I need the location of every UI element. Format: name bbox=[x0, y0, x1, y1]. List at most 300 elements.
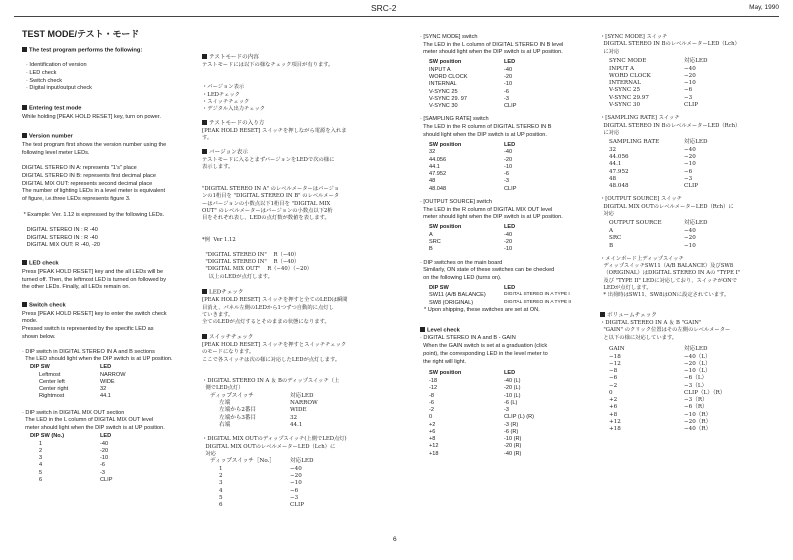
cell: −3 bbox=[684, 94, 693, 101]
section-heading: スイッチチェック bbox=[202, 334, 380, 342]
cell: V-SYNC 25 bbox=[609, 87, 641, 94]
jp-dip-table-2 bbox=[210, 458, 313, 509]
cell: -10 (R) bbox=[504, 436, 522, 443]
section-text: ・[SYNC MODE] スイッチ DIGITAL STEREO IN BのレベルメーターLED（Lch） に対応 bbox=[600, 34, 740, 55]
col-header: LED bbox=[504, 224, 516, 231]
cell: -10 bbox=[100, 455, 109, 462]
cell: B bbox=[609, 242, 614, 249]
cell: 44.1 bbox=[609, 161, 622, 168]
cell: -20 bbox=[504, 74, 513, 81]
cell: +6 bbox=[609, 404, 618, 411]
table-row bbox=[609, 404, 725, 411]
cell: WORD CLOCK bbox=[609, 72, 651, 79]
cell: 0 bbox=[609, 389, 613, 396]
sampling-rate-section bbox=[420, 116, 600, 192]
table-row bbox=[30, 462, 112, 469]
cell: 44.1 bbox=[290, 422, 303, 429]
col-header: 対応LED bbox=[290, 392, 314, 399]
cell: INPUT A bbox=[609, 65, 635, 72]
cell: -3 bbox=[504, 407, 509, 414]
cell: −10 bbox=[684, 80, 696, 87]
table-row bbox=[429, 186, 516, 193]
feature-list bbox=[22, 62, 194, 93]
table-row bbox=[429, 393, 534, 400]
cell: +12 bbox=[429, 443, 439, 450]
cell: −3（R） bbox=[684, 397, 708, 404]
cell: 左端から3番目 bbox=[219, 414, 257, 421]
cell: -40 bbox=[100, 440, 109, 447]
cell: −6（L） bbox=[684, 375, 708, 382]
jp-section-entering bbox=[202, 120, 380, 143]
col-header: DIP SW bbox=[30, 363, 50, 370]
section-text: While holding [PEAK HOLD RESET] key, turn on power. bbox=[22, 113, 161, 120]
jp-output-source-table bbox=[609, 220, 707, 250]
cell: CLIP (L) (R) bbox=[504, 414, 535, 421]
table-row bbox=[210, 488, 313, 495]
table-row bbox=[429, 81, 516, 88]
cell: −20 bbox=[684, 235, 696, 242]
section-heading: ボリュームチェック bbox=[600, 312, 780, 320]
jp-level-check-table bbox=[609, 346, 725, 434]
cell: INPUT A bbox=[429, 66, 451, 73]
table-row bbox=[429, 171, 516, 178]
table-row bbox=[609, 147, 707, 154]
table-row bbox=[429, 232, 515, 239]
col-header: OUTPUT SOURCE bbox=[609, 220, 662, 227]
table-row bbox=[429, 246, 515, 253]
col-header: DIP SW (No.) bbox=[30, 432, 65, 439]
cell: -20 (L) bbox=[504, 385, 521, 392]
table-row bbox=[429, 67, 516, 74]
section-text: · DIP switches on the main board Similarly, ON state of these switches can be checked on the following LED (turns on). bbox=[420, 259, 555, 282]
column-english-right bbox=[420, 34, 600, 464]
col-header: 対応LED bbox=[290, 458, 314, 465]
cell: -6 bbox=[504, 171, 509, 178]
cell: 48.048 bbox=[609, 183, 629, 190]
cell: 左端 bbox=[219, 400, 231, 407]
cell: -40 bbox=[504, 231, 513, 238]
jp-section-version bbox=[202, 149, 380, 281]
cell: -3 bbox=[504, 178, 509, 185]
cell: 44.1 bbox=[429, 163, 440, 170]
cell: CLIP（L）（R） bbox=[684, 389, 726, 396]
table-row bbox=[30, 379, 125, 386]
list-item: · Identification of version bbox=[26, 62, 87, 69]
section-heading: Switch check bbox=[22, 302, 194, 311]
cell: 32 bbox=[290, 414, 298, 421]
output-source-section bbox=[420, 199, 600, 254]
section-text: ・メインボード上ディップスイッチ ディップスイッチSW11（A/B BALANCE）及びSW8 （ORIGINAL）はDIGITAL STEREO IN Aの "TYPE I" 及び "TYPE II" LEDに対応しており、スイッチがONで LEDが点灯します。 * 出荷時はSW11、SW8はONに設定されています。 bbox=[600, 255, 741, 299]
cell: -6 (L) bbox=[504, 399, 518, 406]
table-row bbox=[30, 386, 125, 393]
table-row bbox=[429, 436, 534, 443]
cell: +18 bbox=[429, 450, 439, 457]
date: May, 1990 bbox=[749, 4, 779, 11]
section-text: [PEAK HOLD RESET] スイッチを押しながら電源を入れま す。 bbox=[202, 127, 347, 142]
cell: −6（R） bbox=[684, 404, 708, 411]
cell: WIDE bbox=[290, 407, 307, 414]
sub-text: ・DIGITAL MIX OUTのディップスイッチ(上側でLED点灯) DIGITAL MIX OUTのレベルメーターLED（Lch）に 対応 bbox=[202, 436, 347, 457]
table-row bbox=[429, 103, 516, 110]
main-board-section bbox=[420, 260, 600, 315]
cell: 4 bbox=[219, 487, 223, 494]
page-title: TEST MODE/テスト・モード bbox=[22, 29, 140, 39]
cell: SW11 (A/B BALANCE) bbox=[429, 292, 486, 299]
jp-sync-mode-table bbox=[609, 58, 707, 109]
col-header: LED bbox=[504, 59, 516, 66]
column-japanese-right bbox=[600, 34, 780, 440]
table-row bbox=[609, 412, 725, 419]
cell: 5 bbox=[219, 494, 223, 501]
cell: −40（L） bbox=[684, 353, 711, 360]
table-row bbox=[609, 390, 725, 397]
table-row bbox=[210, 422, 318, 429]
table-row bbox=[609, 102, 707, 109]
cell: −20 bbox=[290, 473, 302, 480]
table-row bbox=[609, 95, 707, 102]
section-text: · [SYNC MODE] switch The LED in the L column of DIGITAL STEREO IN B level meter should light when the DIP switch is at UP position. bbox=[420, 34, 564, 56]
table-row bbox=[429, 443, 534, 450]
cell: -20 (R) bbox=[504, 443, 522, 450]
table-row bbox=[429, 451, 534, 458]
cell: -10 (L) bbox=[504, 392, 521, 399]
cell: CLIP bbox=[684, 101, 698, 108]
table-row bbox=[609, 66, 707, 73]
column-japanese-left bbox=[202, 54, 380, 515]
table-row bbox=[609, 228, 707, 235]
section-entering bbox=[22, 105, 194, 121]
table-row bbox=[30, 455, 112, 462]
cell: -6 bbox=[100, 462, 105, 469]
model-name: SRC-2 bbox=[371, 3, 397, 13]
table-row bbox=[30, 477, 112, 484]
cell: −12 bbox=[609, 360, 621, 367]
section-heading: LEDチェック bbox=[202, 289, 380, 297]
cell: -20 bbox=[100, 447, 109, 454]
cell: 32 bbox=[429, 149, 436, 156]
table-row bbox=[429, 239, 515, 246]
col-header: 対応LED bbox=[684, 139, 708, 146]
section-text: · [SAMPLING RATE] switch The LED in the R column of DIGITAL STEREO IN B should light when the DIP switch is at UP position. bbox=[420, 116, 552, 138]
section-text: [PEAK HOLD RESET] スイッチを押すと全てのLEDは瞬間 目消え、パネル左側のLEDから1つずつ自動的に点灯し ていきます。 全てのLEDが点灯するとそのままの状態になります。 bbox=[202, 297, 348, 326]
section-version bbox=[22, 133, 194, 250]
cell: 2 bbox=[39, 447, 43, 454]
cell: 48 bbox=[429, 178, 436, 185]
cell: NARROW bbox=[100, 371, 126, 378]
cell: −10 bbox=[684, 242, 696, 249]
list-item: · LED check bbox=[26, 69, 57, 76]
list-item: · Switch check bbox=[26, 77, 63, 84]
table-row bbox=[429, 422, 534, 429]
level-check-section bbox=[420, 327, 600, 458]
jp-sync-mode-section bbox=[600, 34, 780, 109]
cell: WORD CLOCK bbox=[429, 74, 468, 81]
cell: -2 bbox=[429, 407, 434, 414]
section-text: The test program first shows the version number using the following level meter LEDs. DIGITAL STEREO IN A: represents "1's" place DIGITAL STEREO IN B: represents first decimal place DIGITAL MIX OUT: represents second decimal place The number of lighting LEDs in a level meter is equivalent of figure, i.e.three LEDs represents figure 3. * Example: Ver. 1.12 is expressed by the following LEDs. DIGITAL STEREO IN : R -40 DIGITAL STEREO IN : R -40 DIGITAL MIX OUT: R -40, -20 bbox=[22, 142, 167, 249]
table-row bbox=[429, 89, 516, 96]
sync-mode-section bbox=[420, 34, 600, 110]
cell: 右端 bbox=[219, 422, 231, 429]
cell: −6 bbox=[609, 375, 618, 382]
page-header bbox=[0, 0, 793, 16]
table-row bbox=[30, 470, 112, 477]
page-number: 6 bbox=[393, 536, 397, 543]
cell: 47.952 bbox=[609, 168, 629, 175]
cell: 3 bbox=[219, 480, 223, 487]
jp-level-check-section bbox=[600, 312, 780, 434]
section-heading: The test program performs the following: bbox=[22, 47, 194, 56]
section-text: [PEAK HOLD RESET] スイッチを押すとスイッチチェック のモードになります。 ここで各スイッチは次の様に対応したLEDが点灯します。 bbox=[202, 342, 347, 363]
table-row bbox=[609, 235, 707, 242]
cell: 44.056 bbox=[609, 154, 629, 161]
sub-text: · DIP switch in DIGITAL MIX OUT section The LED in the L column of DIGITAL MIX OUT level meter should light when the DIP switch is at UP position. bbox=[22, 409, 165, 432]
cell: −20 bbox=[684, 154, 696, 161]
shipping-note: * Upon shipping, these switches are set at ON. bbox=[424, 307, 540, 314]
col-header: LED bbox=[100, 432, 112, 439]
cell: B bbox=[429, 246, 433, 253]
cell: +2 bbox=[429, 421, 436, 428]
section-led-check bbox=[22, 260, 194, 292]
col-header: SW position bbox=[429, 59, 462, 66]
table-row bbox=[609, 354, 725, 361]
col-header: GAIN bbox=[609, 345, 625, 352]
section-text: テストモードに入るとまずバージョンをLEDで次の様に 表示します。 "DIGITAL STEREO IN A" のレベルメーターはバージョ ンの1桁目を "DIGITAL STEREO IN B" のレベルメータ ーはバージョンの小数点以下1桁目を "DIGITAL MIX OUT" のレベルメーターはバージョンの小数点以下2桁 目をそれぞれ表し、LEDの点灯数が数値を表します。 *例 Ver 1.12 "DIGITAL STEREO IN" R（−40） "DIGITAL STEREO IN" R（−40） "DIGITAL MIX OUT" R（−40）（−20） 以上のLEDが点灯します。 bbox=[202, 156, 340, 280]
cell: +8 bbox=[609, 411, 618, 418]
section-switch-check bbox=[22, 302, 194, 484]
table-row bbox=[30, 372, 125, 379]
cell: CLIP bbox=[290, 502, 304, 509]
table-row bbox=[609, 426, 725, 433]
cell: 3 bbox=[39, 455, 43, 462]
cell: DIGITAL STEREO IN A TYPE II bbox=[504, 299, 572, 305]
section-text: Press [PEAK HOLD RESET] key and the all LEDs will be turned off. Then, the leftmost LED is turned on followed by the other LEDs. Finally, all LEDs remain on. bbox=[22, 268, 167, 291]
cell: -20 bbox=[504, 156, 513, 163]
table-row bbox=[429, 414, 534, 421]
cell: −40（R） bbox=[684, 426, 712, 433]
cell: NARROW bbox=[290, 400, 318, 407]
cell: CLIP bbox=[100, 476, 113, 483]
col-header: LED bbox=[100, 363, 112, 370]
table-row bbox=[210, 466, 313, 473]
column-english-left bbox=[22, 28, 194, 490]
cell: SW8 (ORIGINAL) bbox=[429, 299, 474, 306]
cell: SRC bbox=[609, 235, 622, 242]
table-row bbox=[609, 154, 707, 161]
cell: −6 bbox=[290, 487, 299, 494]
jp-section-led bbox=[202, 289, 380, 327]
cell: 0 bbox=[429, 414, 433, 421]
cell: 5 bbox=[39, 469, 43, 476]
list-item: · Digital input/output check bbox=[26, 85, 92, 92]
cell: CLIP bbox=[504, 103, 517, 110]
section-text: · DIGITAL STEREO IN A and B - GAIN When the GAIN switch is set at a graduation (click point), the corresponding LED in the level meter to the right will light. bbox=[420, 335, 548, 365]
table-row bbox=[429, 74, 516, 81]
cell: 1 bbox=[219, 465, 223, 472]
sub-text: · DIP switch in DIGITAL STEREO IN A and B sections The LED should light when the DIP switch is at UP position. bbox=[22, 348, 173, 363]
cell: −40 bbox=[290, 465, 302, 472]
cell: −3（L） bbox=[684, 382, 708, 389]
section-text: · [OUTPUT SOURCE] switch The LED in the R column of DIGITAL MIX OUT level meter should light when the DIP switch is at UP position. bbox=[420, 198, 563, 221]
cell: 48 bbox=[609, 175, 617, 182]
cell: Center right bbox=[39, 386, 69, 393]
jp-main-board-section bbox=[600, 256, 780, 300]
cell: −8 bbox=[609, 368, 618, 375]
table-row bbox=[429, 164, 516, 171]
cell: +12 bbox=[609, 419, 621, 426]
section-heading: バージョン表示 bbox=[202, 149, 380, 157]
dip-table-2 bbox=[30, 433, 112, 484]
cell: A bbox=[429, 231, 433, 238]
table-row bbox=[609, 383, 725, 390]
table-row bbox=[30, 448, 112, 455]
cell: 左端から2番目 bbox=[219, 407, 257, 414]
col-header: SYNC MODE bbox=[609, 57, 647, 64]
cell: −20（L） bbox=[684, 360, 711, 367]
col-header: ディップスイッチ bbox=[210, 392, 254, 399]
col-header: LED bbox=[504, 284, 516, 291]
cell: -12 bbox=[429, 385, 438, 392]
col-header: SW position bbox=[429, 224, 462, 231]
table-row bbox=[609, 169, 707, 176]
table-row bbox=[609, 368, 725, 375]
cell: WIDE bbox=[100, 378, 115, 385]
cell: −3 bbox=[290, 494, 299, 501]
col-header: 対応LED bbox=[684, 345, 708, 352]
cell: CLIP bbox=[504, 185, 517, 192]
main-board-table bbox=[429, 285, 571, 307]
jp-sampling-rate-section bbox=[600, 115, 780, 190]
cell: −10（R） bbox=[684, 411, 712, 418]
col-header: ディップスイッチ［No.］ bbox=[210, 458, 275, 465]
col-header: LED bbox=[504, 370, 516, 377]
table-row bbox=[210, 502, 313, 509]
cell: −10（L） bbox=[684, 368, 711, 375]
cell: V-SYNC 30 bbox=[429, 103, 458, 110]
table-row bbox=[429, 385, 534, 392]
table-row bbox=[210, 495, 313, 502]
cell: CLIP bbox=[684, 183, 698, 190]
cell: -6 (R) bbox=[504, 428, 519, 435]
cell: V-SYNC 29.97 bbox=[609, 94, 649, 101]
section-text: ・[SAMPLING RATE] スイッチ DIGITAL STEREO IN BのレベルメーターLED（Rch） に対応 bbox=[600, 115, 741, 136]
cell: −6 bbox=[684, 168, 693, 175]
section-text: Press [PEAK HOLD RESET] key to enter the switch check mode. Pressed switch is represented by the specific LED as shown below. bbox=[22, 310, 167, 340]
cell: −40 bbox=[684, 146, 696, 153]
cell: 6 bbox=[39, 476, 43, 483]
cell: -3 bbox=[504, 95, 509, 102]
cell: Rightmost bbox=[39, 393, 65, 400]
section-heading: テストモードの内容 bbox=[202, 54, 380, 62]
table-row bbox=[609, 375, 725, 382]
jp-dip-table-1 bbox=[210, 393, 318, 430]
cell: -40 bbox=[504, 66, 513, 73]
col-header: SW position bbox=[429, 141, 462, 148]
cell: Leftmost bbox=[39, 371, 61, 378]
sub-text: ・DIGITAL STEREO IN A ＆ Bのディップスイッチ（上 側でLED点灯） bbox=[202, 377, 340, 392]
cell: -10 bbox=[504, 246, 513, 253]
section-text: ・[OUTPUT SOURCE] スイッチ DIGITAL MIX OUTのレベルメーターLED（Rch）に 対応 bbox=[600, 196, 734, 217]
cell: 44.056 bbox=[429, 156, 447, 163]
cell: -18 bbox=[429, 378, 438, 385]
cell: +18 bbox=[609, 426, 621, 433]
cell: 6 bbox=[219, 502, 223, 509]
level-check-table bbox=[429, 370, 534, 458]
cell: V-SYNC 29. 97 bbox=[429, 95, 467, 102]
table-row bbox=[609, 176, 707, 183]
section-heading: Version number bbox=[22, 133, 194, 142]
jp-section-contents bbox=[202, 54, 380, 114]
cell: +2 bbox=[609, 397, 618, 404]
cell: -8 bbox=[429, 392, 434, 399]
table-row bbox=[609, 183, 707, 190]
table-row bbox=[429, 178, 516, 185]
cell: 1 bbox=[39, 440, 43, 447]
table-row bbox=[429, 300, 571, 307]
table-row bbox=[210, 473, 313, 480]
table-row bbox=[30, 393, 125, 400]
table-row bbox=[609, 80, 707, 87]
col-header: SAMPLING RATE bbox=[609, 139, 660, 146]
cell: A bbox=[609, 228, 614, 235]
cell: -6 bbox=[429, 399, 434, 406]
cell: +6 bbox=[429, 428, 436, 435]
cell: 32 bbox=[609, 146, 617, 153]
col-header: LED bbox=[504, 141, 516, 148]
table-row bbox=[609, 161, 707, 168]
table-row bbox=[210, 480, 313, 487]
cell: −2 bbox=[609, 382, 618, 389]
cell: V-SYNC 25 bbox=[429, 88, 458, 95]
cell: -40 bbox=[504, 149, 513, 156]
cell: SRC bbox=[429, 239, 441, 246]
table-row bbox=[429, 429, 534, 436]
cell: -3 bbox=[100, 469, 105, 476]
cell: 4 bbox=[39, 462, 43, 469]
section-text: テストモードには以下の様なチェック項目が有ります。 ・バージョン表示 ・LEDチェック ・スイッチチェック ・デジタル入出力チェック bbox=[202, 62, 334, 113]
col-header: SW position bbox=[429, 370, 462, 377]
section-test-program bbox=[22, 47, 194, 93]
cell: −3 bbox=[684, 175, 693, 182]
cell: -40 (R) bbox=[504, 450, 522, 457]
cell: −10 bbox=[684, 161, 696, 168]
cell: −18 bbox=[609, 353, 621, 360]
cell: INTERNAL bbox=[429, 81, 457, 88]
header-rule bbox=[14, 16, 779, 17]
cell: −10 bbox=[290, 480, 302, 487]
table-row bbox=[609, 397, 725, 404]
table-row bbox=[429, 378, 534, 385]
cell: -3 (R) bbox=[504, 421, 519, 428]
section-heading: Entering test mode bbox=[22, 105, 194, 114]
table-row bbox=[30, 441, 112, 448]
table-row bbox=[609, 243, 707, 250]
cell: −40 bbox=[684, 65, 696, 72]
col-header: DIP SW bbox=[429, 284, 449, 291]
cell: 47.952 bbox=[429, 171, 447, 178]
cell: −40 bbox=[684, 228, 696, 235]
cell: −20（R） bbox=[684, 419, 712, 426]
section-heading: テストモードの入り方 bbox=[202, 120, 380, 128]
cell: -10 bbox=[504, 163, 513, 170]
table-row bbox=[429, 400, 534, 407]
cell: 48.048 bbox=[429, 185, 447, 192]
jp-output-source-section bbox=[600, 196, 780, 249]
cell: Center left bbox=[39, 378, 65, 385]
col-header: 対応LED bbox=[684, 57, 708, 64]
table-row bbox=[429, 96, 516, 103]
cell: INTERNAL bbox=[609, 80, 641, 87]
cell: −6 bbox=[684, 87, 693, 94]
